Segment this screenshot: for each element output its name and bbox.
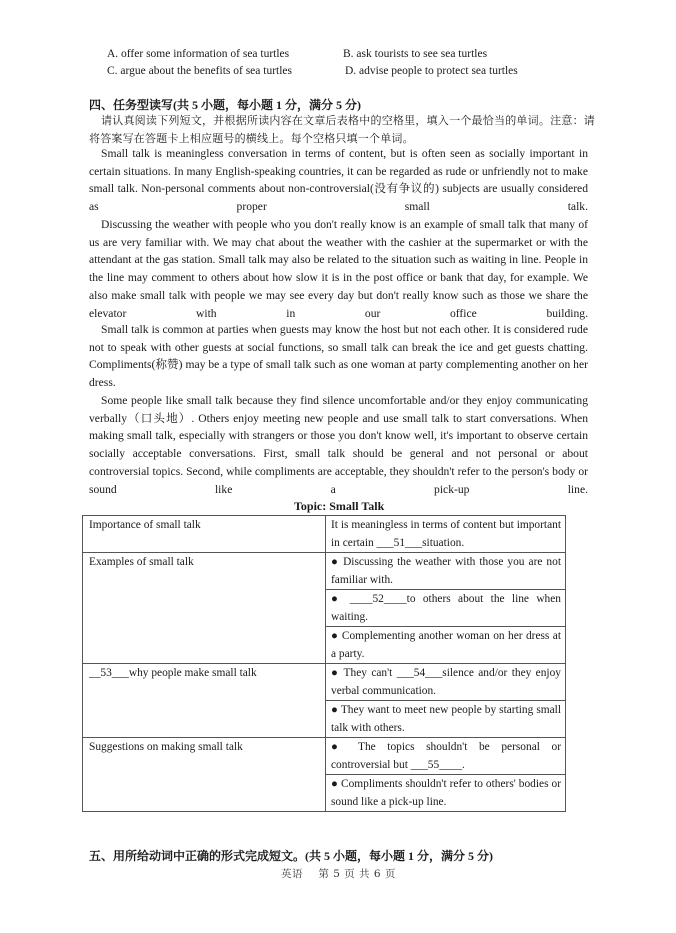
- row-item: ● Complementing another woman on her dress at a party.: [326, 627, 566, 664]
- table-row: [83, 738, 566, 775]
- section4-heading: 四、任务型读写(共 5 小题，每小题 1 分，满分 5 分): [89, 98, 361, 112]
- option-b: B. ask tourists to see sea turtles: [343, 48, 488, 60]
- table-row: [83, 553, 566, 590]
- page-footer: 英语 第 5 页 共 6 页: [281, 868, 396, 880]
- option-d: D. advise people to protect sea turtles: [345, 65, 518, 77]
- option-a: A. offer some information of sea turtles: [107, 48, 290, 60]
- row-item: ● They want to meet new people by starting small talk with others.: [326, 701, 566, 738]
- row-item: ● The topics shouldn't be personal or controversial but ___55____.: [326, 738, 566, 775]
- passage-paragraph-2: Discussing the weather with people who you don't really know is an example of small talk that many of us are very familiar with. We may chat about the weather with the cashier at the supermarket or with the attendant at the gas station. Small talk may also be related to the situation such as waiting in line. People in the line may comment to others about how slow it is in the post office or bank that day, for example. We also make small talk with people we may see every day but don't really know such as those we share the elevator with in our office building.: [89, 218, 588, 320]
- section4-instruction: 请认真阅读下列短文，并根据所读内容在文章后表格中的空格里，填入一个最恰当的单词。注意：请将答案写在答题卡上相应题号的横线上。每个空格只填一个单词。: [89, 114, 595, 145]
- row-label: Examples of small talk: [83, 553, 326, 664]
- small-talk-table: [82, 515, 566, 812]
- passage-paragraph-4: Some people like small talk because they find silence uncomfortable and/or they enjoy communicating verbally（口头地）. Others enjoy meeting new people and use small talk to start conversations. When making small talk, especially with strangers or those you don't know well, it's important to observe certain socially acceptable conversations. First, small talk should be general and not personal or about controversial topics. Second, while compliments are acceptable, they shouldn't refer to the person's body or sound like a pick-up line.: [89, 394, 588, 496]
- table-caption: Topic: Small Talk: [294, 499, 385, 513]
- row-label: __53___why people make small talk: [83, 664, 326, 738]
- row-item: ● Compliments shouldn't refer to others' bodies or sound like a pick-up line.: [326, 775, 566, 812]
- row-item: ● ____52____to others about the line when waiting.: [326, 590, 566, 627]
- row-item: ● They can't ___54___silence and/or they enjoy verbal communication.: [326, 664, 566, 701]
- row-item: ● Discussing the weather with those you are not familiar with.: [326, 553, 566, 590]
- option-c: C. argue about the benefits of sea turtles: [107, 65, 293, 77]
- row-label: Suggestions on making small talk: [83, 738, 326, 812]
- row-item: It is meaningless in terms of content but important in certain ___51___situation.: [326, 516, 566, 553]
- table-row: [83, 664, 566, 701]
- passage-paragraph-1: Small talk is meaningless conversation in terms of content, but is often seen as socially important in certain situations. In many English-speaking countries, it can be regarded as rude or unfriendly not to make small talk. Non-personal comments about non-controversial(没有争议的) subjects are usually considered as proper small talk.: [89, 147, 588, 214]
- section5-heading: 五、用所给动词中正确的形式完成短文。(共 5 小题，每小题 1 分，满分 5 分): [89, 849, 493, 863]
- row-label: Importance of small talk: [83, 516, 326, 553]
- table-row: [83, 516, 566, 553]
- passage-paragraph-3: Small talk is common at parties when guests may know the host but not each other. It is considered rude not to speak with other guests at social functions, so small talk can break the ice and get guests chatting. Compliments(称赞) may be a type of small talk such as one woman at party complementing another on her dress.: [89, 323, 588, 390]
